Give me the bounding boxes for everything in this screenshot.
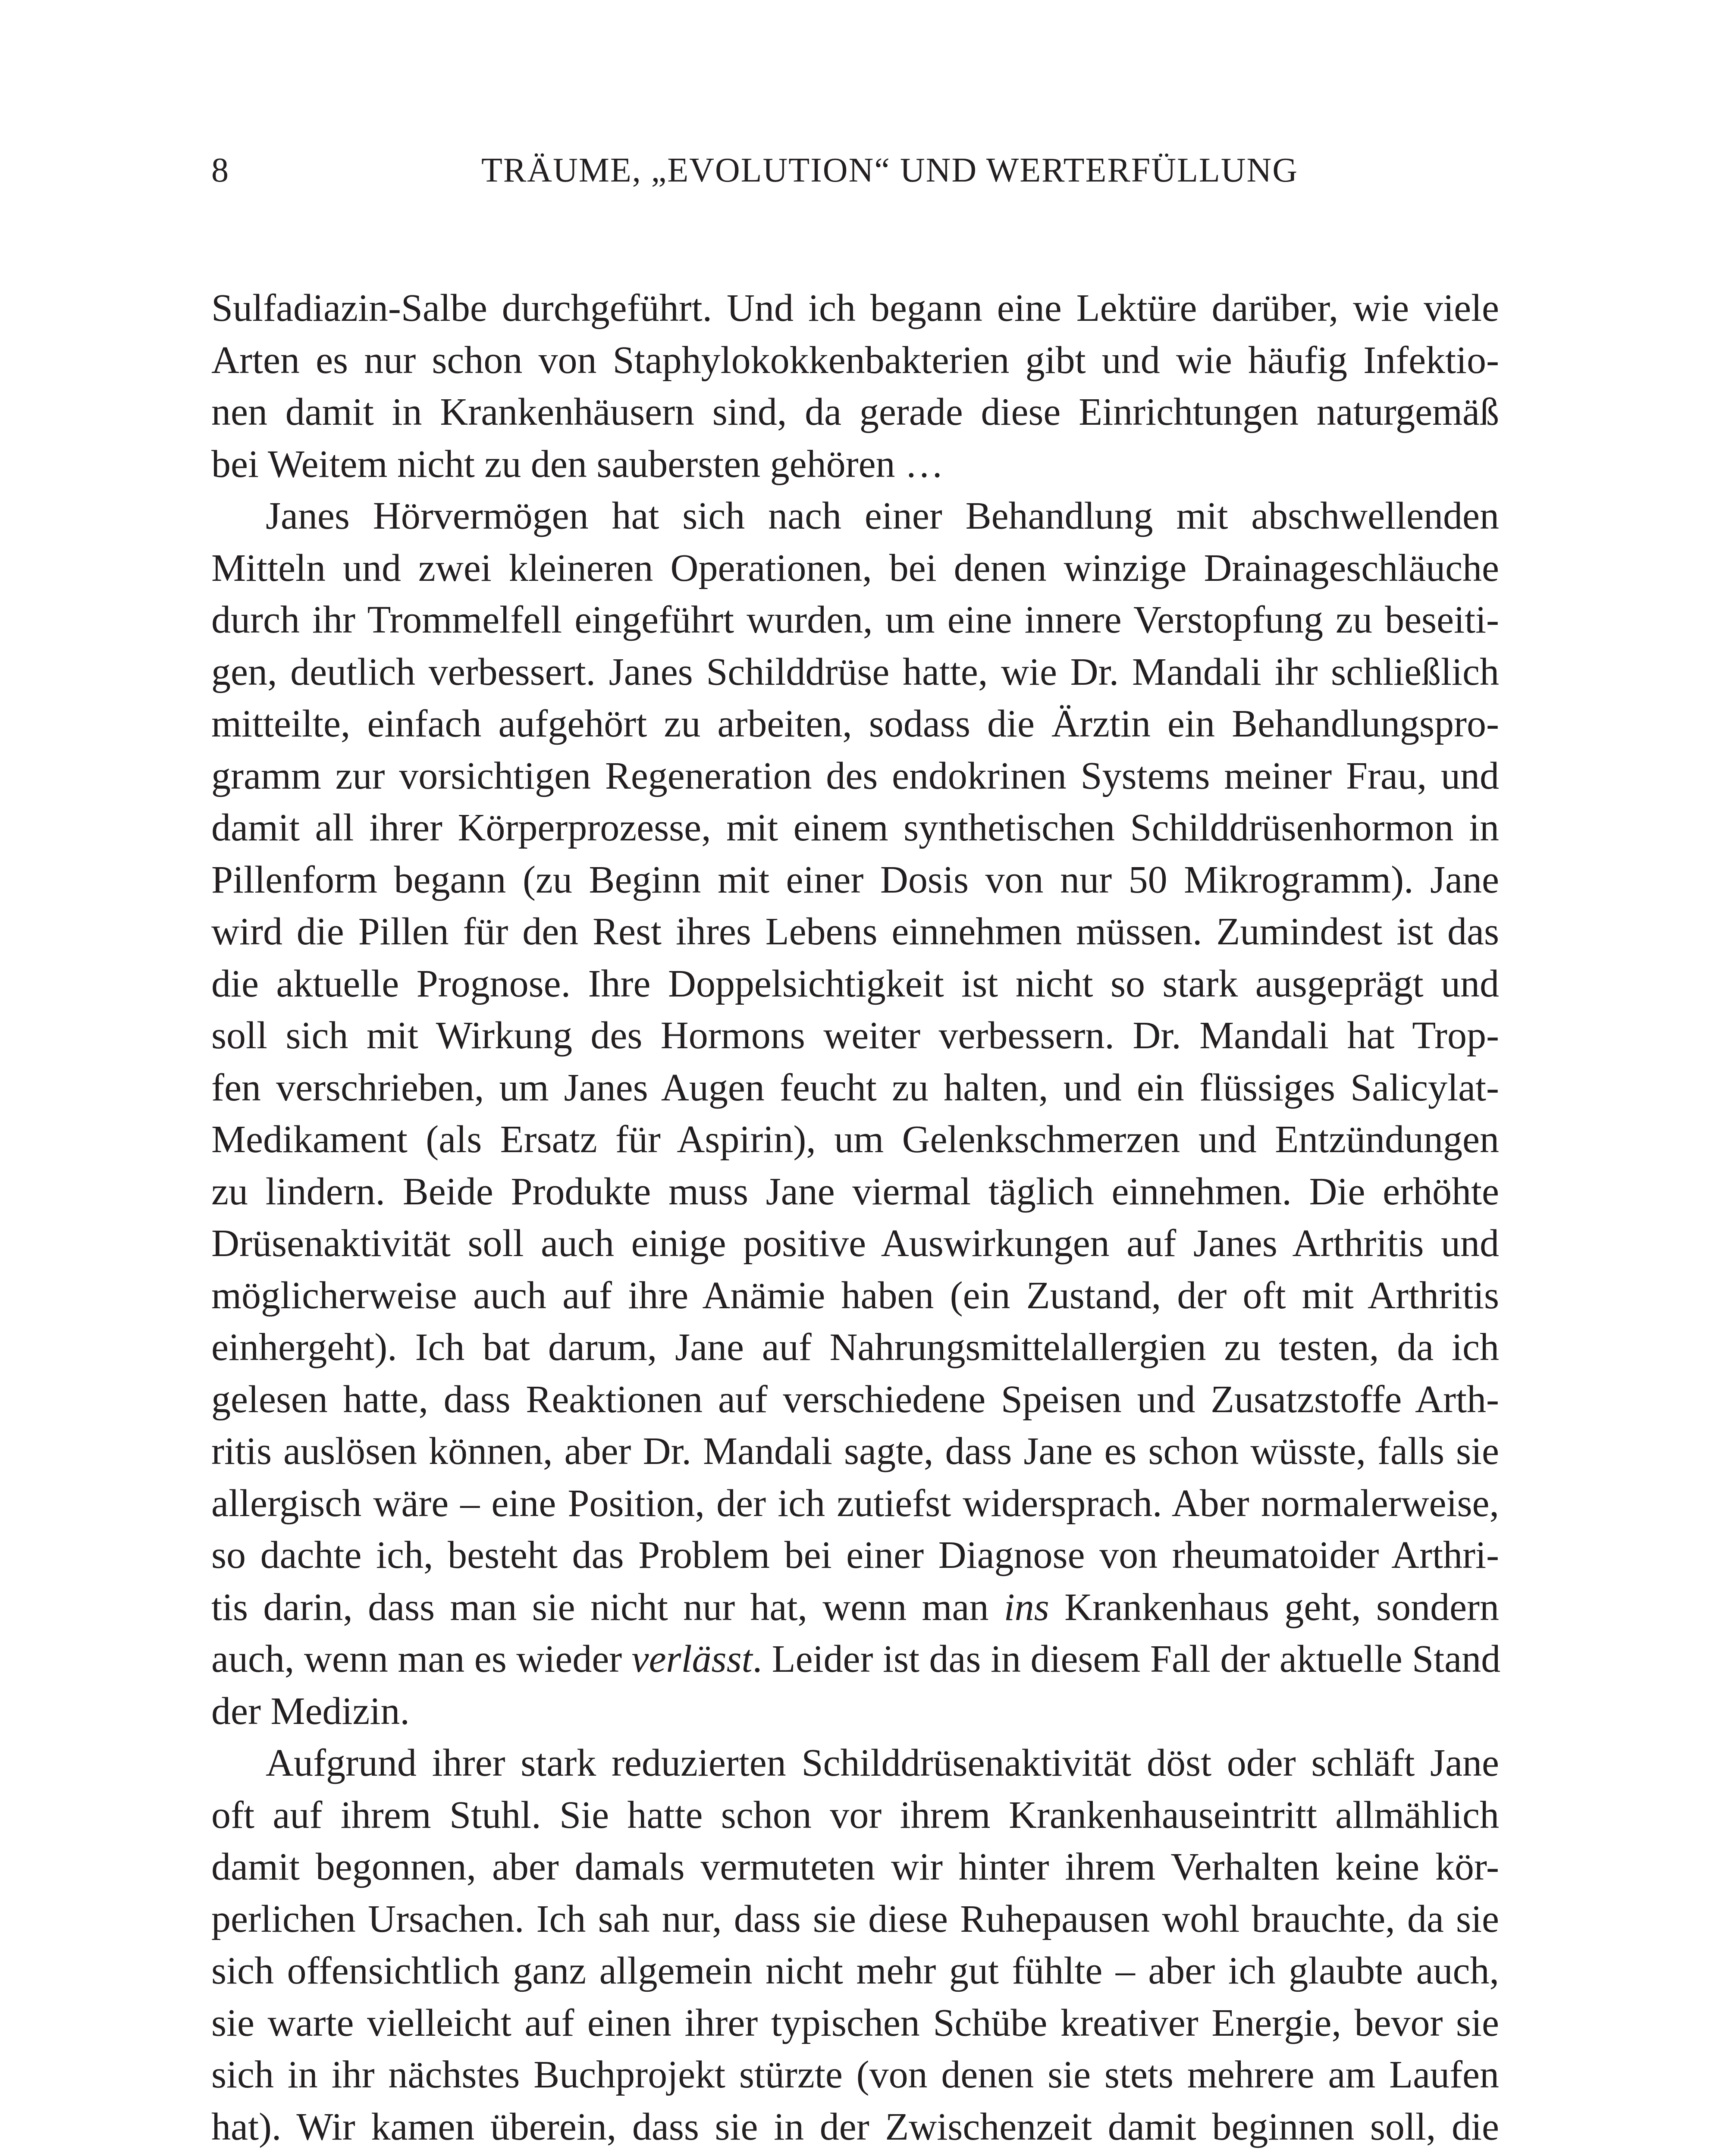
- text-line: zu lindern. Beide Produkte muss Jane viermal täglich einnehmen. Die erhöhte: [211, 1170, 1499, 1213]
- text-line: Janes Hörvermögen hat sich nach einer Behandlung mit abschwellenden: [266, 495, 1499, 537]
- text-line: gelesen hatte, dass Reaktionen auf verschiedene Speisen und Zusatzstoffe Arth-: [211, 1378, 1499, 1421]
- text-line: fen verschrieben, um Janes Augen feucht zu halten, und ein flüssiges Salicylat-: [211, 1066, 1499, 1109]
- text-line: [211, 1582, 1499, 1634]
- text-line: Medikament (als Ersatz für Aspirin), um Gelenkschmerzen und Entzündungen: [211, 1118, 1499, 1161]
- text-line: nen damit in Krankenhäusern sind, da gerade diese Einrichtungen naturgemäß: [211, 391, 1499, 433]
- text-line: perlichen Ursachen. Ich sah nur, dass sie diese Ruhepausen wohl brauchte, da sie: [211, 1897, 1499, 1940]
- text-line: gen, deutlich verbessert. Janes Schilddrüse hatte, wie Dr. Mandali ihr schließlich: [211, 650, 1499, 693]
- text-line: Arten es nur schon von Staphylokokkenbakterien gibt und wie häufig Infektio-: [211, 338, 1499, 382]
- text-line: sich offensichtlich ganz allgemein nicht mehr gut fühlte – aber ich glaubte auch,: [211, 1949, 1499, 1992]
- text-line: soll sich mit Wirkung des Hormons weiter verbessern. Dr. Mandali hat Trop-: [211, 1014, 1499, 1057]
- emphasis-text: verlässt: [631, 1638, 753, 1680]
- text-line: hat). Wir kamen überein, dass sie in der Zwischenzeit damit beginnen soll, die: [211, 2105, 1499, 2148]
- text-line: Sulfadiazin-Salbe durchgeführt. Und ich begann eine Lektüre darüber, wie viele: [211, 287, 1499, 329]
- text-line: Drüsenaktivität soll auch einige positive Auswirkungen auf Janes Arthritis und: [211, 1222, 1499, 1265]
- body-text: [211, 282, 1499, 2153]
- text-segment: tis darin, dass man sie nicht nur hat, wenn man: [211, 1586, 1004, 1629]
- text-line: die aktuelle Prognose. Ihre Doppelsichtigkeit ist nicht so stark ausgeprägt und: [211, 962, 1499, 1005]
- page-number: 8: [211, 151, 229, 189]
- text-segment: auch, wenn man es wieder: [211, 1638, 632, 1680]
- text-line: Mitteln und zwei kleineren Operationen, bei denen winzige Drainageschläuche: [211, 546, 1499, 589]
- emphasis-text: ins: [1004, 1586, 1049, 1629]
- text-line: wird die Pillen für den Rest ihres Lebens einnehmen müssen. Zumindest ist das: [211, 910, 1499, 953]
- text-line: damit all ihrer Körperprozesse, mit einem synthetischen Schilddrüsenhormon in: [211, 806, 1499, 849]
- text-line: sich in ihr nächstes Buchprojekt stürzte (von denen sie stets mehrere am Laufen: [211, 2053, 1499, 2096]
- text-line: oft auf ihrem Stuhl. Sie hatte schon vor ihrem Krankenhauseintritt allmählich: [211, 1793, 1499, 1836]
- text-line: der Medizin.: [211, 1689, 410, 1733]
- text-segment: . Leider ist das in diesem Fall der aktuelle Stand: [752, 1638, 1501, 1680]
- text-line: Pillenform begann (zu Beginn mit einer Dosis von nur 50 Mikrogramm). Jane: [211, 858, 1499, 901]
- running-head: [211, 142, 1499, 198]
- text-line: mitteilte, einfach aufgehört zu arbeiten, sodass die Ärztin ein Behandlungspro-: [211, 702, 1499, 745]
- text-segment: Krankenhaus geht, sondern: [1049, 1586, 1499, 1629]
- text-line: möglicherweise auch auf ihre Anämie haben (ein Zustand, der oft mit Arthritis: [211, 1274, 1499, 1317]
- text-line: sie warte vielleicht auf einen ihrer typischen Schübe kreativer Energie, bevor sie: [211, 2001, 1499, 2044]
- text-line: so dachte ich, besteht das Problem bei einer Diagnose von rheumatoider Arthri-: [211, 1534, 1499, 1576]
- text-line: [211, 1633, 1499, 1686]
- text-line: ritis auslösen können, aber Dr. Mandali sagte, dass Jane es schon wüsste, falls sie: [211, 1430, 1499, 1473]
- running-head-title: TRÄUME, „EVOLUTION“ UND WERTERFÜLLUNG: [481, 151, 1299, 189]
- text-line: Aufgrund ihrer stark reduzierten Schilddrüsenaktivität döst oder schläft Jane: [266, 1742, 1499, 1784]
- text-line: damit begonnen, aber damals vermuteten wir hinter ihrem Verhalten keine kör-: [211, 1846, 1499, 1888]
- text-line: allergisch wäre – eine Position, der ich zutiefst widersprach. Aber normalerweise,: [211, 1482, 1499, 1525]
- text-line: einhergeht). Ich bat darum, Jane auf Nahrungsmittelallergien zu testen, da ich: [211, 1326, 1499, 1369]
- text-line: bei Weitem nicht zu den saubersten gehören …: [211, 442, 944, 486]
- text-line: gramm zur vorsichtigen Regeneration des endokrinen Systems meiner Frau, und: [211, 754, 1499, 797]
- text-line: durch ihr Trommelfell eingeführt wurden, um eine innere Verstopfung zu beseiti-: [211, 599, 1499, 641]
